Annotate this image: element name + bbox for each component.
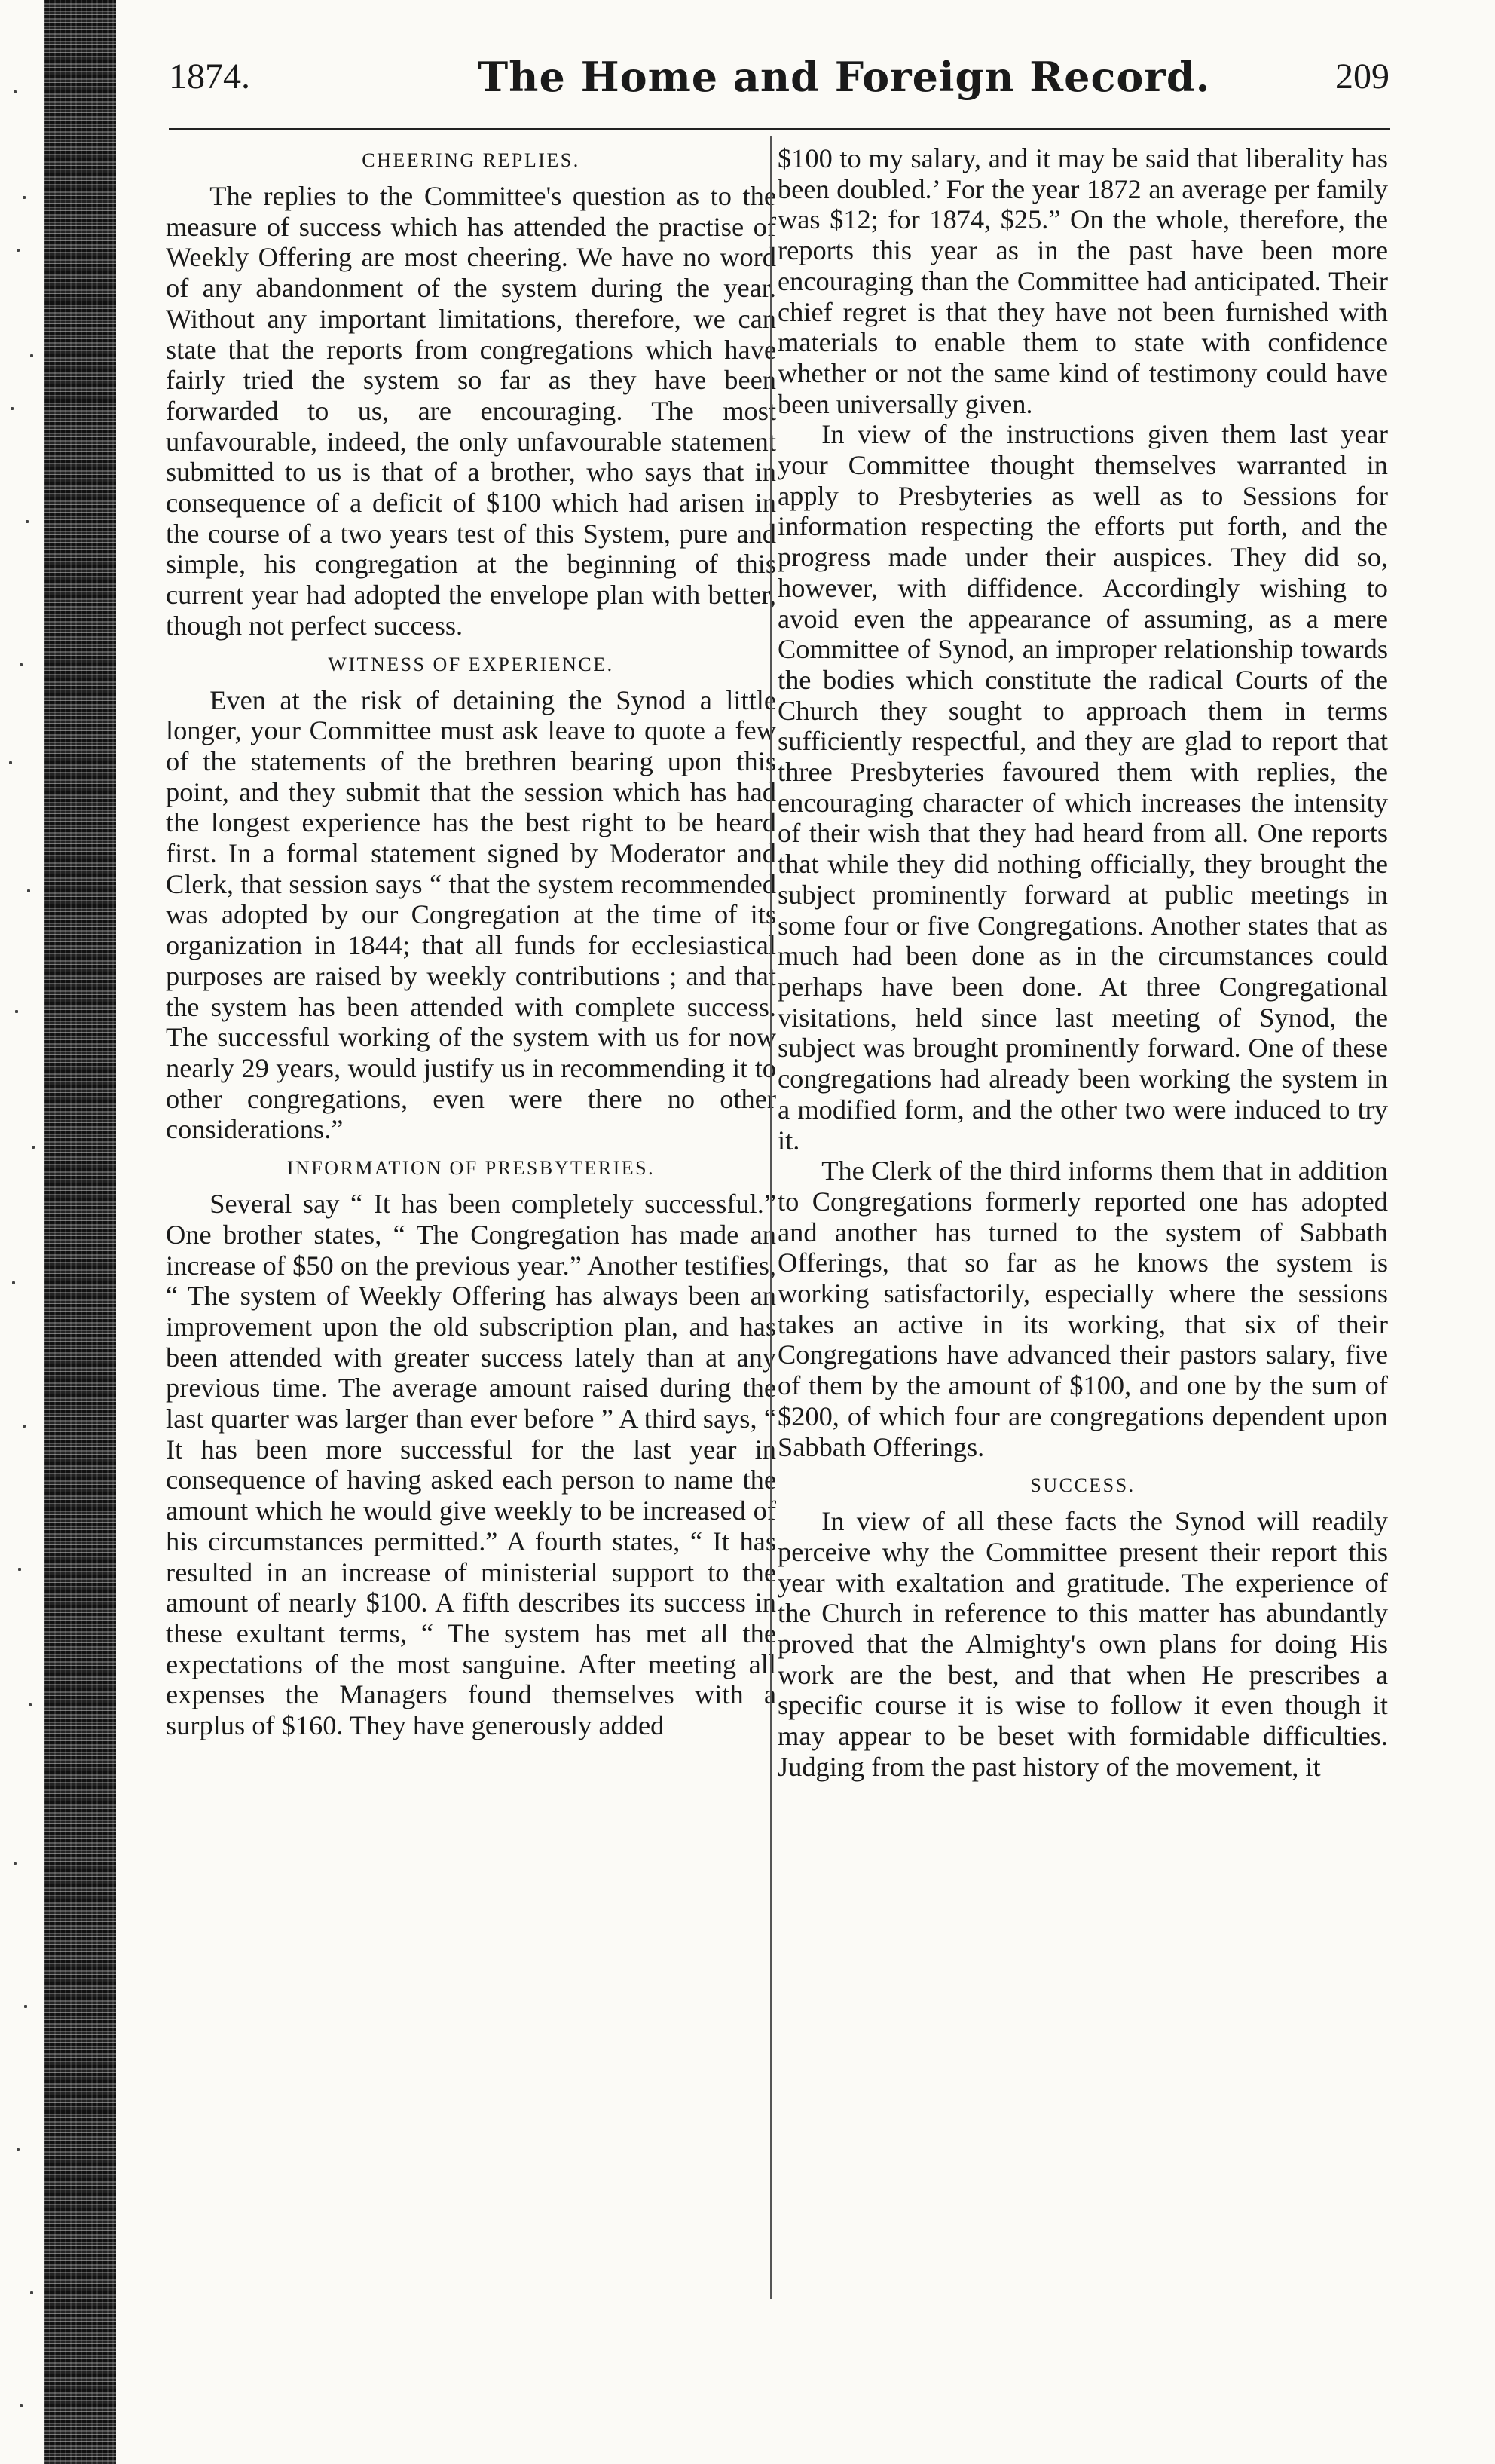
page-number: 209 (1335, 57, 1390, 96)
header-year: 1874. (169, 57, 250, 96)
margin-specks (0, 0, 44, 2464)
section-heading-cheering-replies: CHEERING REPLIES. (362, 149, 580, 171)
paragraph-continued: $100 to my salary, and it may be said that liberality has been doubled.’ For the year 1872 an average per family was $12; for 1874, $25.” On the whole, therefore, the reports this year as in the past have been more encouraging than the Committee had anticipated. Their chief regret is that they have not been furnished with materials to enable them to state with confidence whether or not the same kind of testimony could have been universally given. (778, 143, 1388, 419)
section-heading-witness-of-experience: WITNESS OF EXPERIENCE. (328, 653, 614, 675)
header-rule (169, 128, 1390, 130)
section-heading-information-of-presbyteries: INFORMATION OF PRESBYTERIES. (286, 1157, 656, 1180)
paragraph-instructions: In view of the instructions given them last year your Committee thought themselves warranted in apply to Presbyteries as well as to Sessions for information respecting the efforts put forth, and the progress made under their auspices. They did so, however, with diffidence. Accordingly wishing to avoid even the appearance of assuming, as a mere Committee of Synod, an improper relationship towards the bodies which constitute the radical Courts of the Church they sought to approach them in terms sufficiently respectful, and they are glad to report that three Presbyteries favoured them with replies, the encouraging character of which increases the intensity of their wish that they had heard from all. One reports that while they did nothing officially, they brought the subject prominently forward at public meetings in some four or five Congregations. Another states that as much had been done as in the circumstances could perhaps have been done. At three Congregational visitations, held since last meeting of Synod, the subject was brought prominently forward. One of these congregations had already been working the system in a modified form, and the other two were induced to try it. (778, 419, 1388, 1155)
paragraph-success: In view of all these facts the Synod will readily perceive why the Committee present their report this year with exaltation and gratitude. The experience of the Church in reference to this matter has abundantly proved that the Almighty's own plans for doing His work are the best, and that when He prescribes a specific course it is wise to follow it even though it may appear to be beset with formidable difficulties. Judging from the past history of the movement, it (778, 1506, 1388, 1782)
book-binding-edge (44, 0, 116, 2464)
paragraph-witness-of-experience: Even at the risk of detaining the Synod a little longer, your Committee must ask leave to quote a few of the statements of the brethren bearing upon this point, and they submit that the session which has had the longest experience has the best right to be heard first. In a formal statement signed by Moderator and Clerk, that session says “ that the system recommended was adopted by our Congregation at the time of its organization in 1844; that all funds for ecclesiastical purposes are raised by weekly contributions ; and that the system has been attended with complete success. The successful working of the system with us for now nearly 29 years, would justify us in recommending it to other congregations, even were there no other considerations.” (166, 684, 776, 1145)
section-heading-success: SUCCESS. (1030, 1474, 1136, 1497)
paragraph-cheering-replies: The replies to the Committee's question as to the measure of success which has attended the practise of Weekly Offering are most cheering. We have no word of any abandonment of the system during the year. Without any important limitations, therefore, we can state that the reports from congregations which have fairly tried the system so far as they have been forwarded to us, are encouraging. The most unfavourable, indeed, the only unfavourable statement submitted to us is that of a brother, who says that in consequence of a deficit of $100 which had arisen in the course of a two years test of this System, pure and simple, his congregation at the beginning of this current year had adopted the envelope plan with better, though not perfect success. (166, 181, 776, 641)
page-header (169, 51, 1390, 112)
right-column (778, 143, 1388, 1783)
column-divider (770, 136, 772, 2299)
paragraph-information-of-presbyteries: Several say “ It has been completely successful.” One brother states, “ The Congregation has made an increase of $50 on the previous year.” Another testifies, “ The system of Weekly Offering has always been an improvement upon the old subscription plan, and has been attended with greater success lately than at any previous time. The average amount raised during the last quarter was larger than ever before ” A third says, “ It has been more successful for the last year in consequence of having asked each person to name the amount which he would give weekly to be increased of his circumstances permitted.” A fourth states, “ It has resulted in an increase of ministerial support to the amount of nearly $100. A fifth describes its success in these exultant terms, “ The system has met all the expectations of the most sanguine. After meeting all expenses the Managers found themselves with a surplus of $160. They have generously added (166, 1189, 776, 1741)
paragraph-clerk-report: The Clerk of the third informs them that in addition to Congregations formerly reported one has adopted and another has turned to the system of Sabbath Offerings, that so far as he knows the system is working satisfactorily, especially where the sessions takes an active in its working, that six of their Congregations have advanced their pastors salary, five of them by the amount of $100, and one by the sum of $200, of which four are congregations dependent upon Sabbath Offerings. (778, 1155, 1388, 1462)
publication-title: The Home and Foreign Record. (478, 53, 1211, 101)
left-column (166, 143, 776, 1741)
